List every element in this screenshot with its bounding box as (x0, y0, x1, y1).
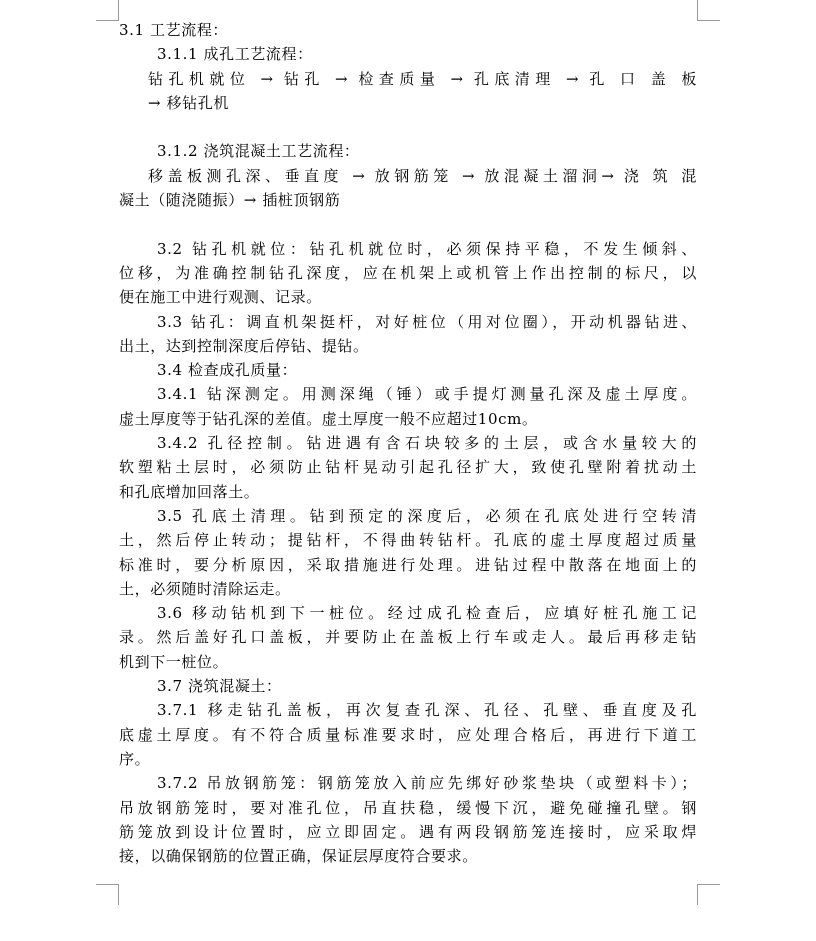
text-line-content: 移盖板测孔深、垂直度 → 放钢筋笼 → 放混凝土溜洞→ 浇 筑 混 (148, 166, 697, 185)
text-line-content: 便在施工中进行观测、记录。 (119, 288, 322, 307)
text-line (119, 358, 697, 382)
page-corner-mark-bottom-right (697, 884, 720, 905)
text-line-content: 机到下一桩位。 (119, 652, 229, 671)
page-corner-mark-top-left (96, 0, 119, 21)
text-line (119, 431, 697, 455)
text-line-content: 虚土厚度等于钻孔深的差值。虚土厚度一般不应超过10cm。 (119, 409, 538, 428)
text-line (119, 698, 697, 722)
text-line (119, 67, 697, 91)
text-line-content: 土，必须随时清除运走。 (119, 579, 291, 598)
text-line (119, 504, 697, 528)
text-line-content: 3.7.1 移走钻孔盖板，再次复查孔深、孔径、孔壁、垂直度及孔 (157, 701, 697, 720)
text-line-content: 3.1 工艺流程： (119, 21, 229, 39)
text-line (119, 91, 697, 115)
page-corner-mark-bottom-left (96, 884, 119, 905)
text-line-content: 3.7 浇筑混凝土： (157, 677, 282, 696)
text-line (119, 528, 697, 552)
text-line-content: 3.1.1 成孔工艺流程： (157, 45, 313, 64)
text-line (119, 382, 697, 406)
text-line-content: 标准时，要分析原因，采取措施进行处理。进钻过程中散落在地面上的 (119, 555, 697, 574)
text-line-content: 3.3 钻孔：调直机架挺杆，对好桩位（用对位圈），开动机器钻进、 (157, 312, 697, 331)
text-line-content: 3.4.1 钻深测定。用测深绳（锤）或手提灯测量孔深及虚土厚度。 (157, 385, 697, 404)
text-line-content: 录。然后盖好孔口盖板，并要防止在盖板上行车或走人。最后再移走钻 (119, 628, 697, 647)
text-line (119, 407, 697, 431)
text-line (119, 723, 697, 747)
text-line (119, 164, 697, 188)
text-line (119, 674, 697, 698)
text-line (119, 650, 697, 674)
text-line (119, 601, 697, 625)
text-line-content: 序。 (119, 749, 151, 768)
text-line-content: 3.6 移动钻机到下一桩位。经过成孔检查后，应填好桩孔施工记 (157, 604, 697, 623)
text-line-content: 软塑粘土层时，必须防止钻杆晃动引起孔径扩大，致使孔壁附着扰动土 (119, 458, 697, 477)
page-corner-mark-top-right (697, 0, 720, 21)
text-line (119, 261, 697, 285)
text-line-content: 位移，为准确控制钻孔深度，应在机架上或机管上作出控制的标尺，以 (119, 263, 697, 282)
blank-line (119, 212, 697, 236)
text-line (119, 480, 697, 504)
text-line-content: 3.7.2 吊放钢筋笼：钢筋笼放入前应先绑好砂浆垫块（或塑料卡）； (157, 774, 697, 793)
text-line-content: 土，然后停止转动；提钻杆，不得曲转钻杆。孔底的虚土厚度超过质量 (119, 531, 697, 550)
text-line-content: 钻孔机就位 → 钻孔 → 检查质量 → 孔底清理 → 孔 口 盖 板 (148, 69, 697, 88)
text-line-content: 出土，达到控制深度后停钻、提钻。 (119, 336, 369, 355)
text-line-content: 3.1.2 浇筑混凝土工艺流程： (157, 142, 360, 161)
blank-line (119, 115, 697, 139)
text-line-content: → 移钻孔机 (148, 93, 229, 112)
text-line-content: 接，以确保钢筋的位置正确，保证层厚度符合要求。 (119, 847, 478, 866)
text-line-content: 和孔底增加回落土。 (119, 482, 260, 501)
text-line-content: 筋笼放到设计位置时，应立即固定。遇有两段钢筋笼连接时，应采取焊 (119, 822, 697, 841)
text-line (119, 285, 697, 309)
text-line (119, 455, 697, 479)
text-line (119, 188, 697, 212)
text-line (119, 771, 697, 795)
text-line-content: 3.4.2 孔径控制。钻进遇有含石块较多的土层，或含水量较大的 (157, 434, 697, 453)
text-line (119, 747, 697, 771)
text-line-content: 凝土（随浇随振）→ 插桩顶钢筋 (119, 191, 341, 210)
text-line (119, 820, 697, 844)
text-line-content: 吊放钢筋笼时，要对准孔位，吊直扶稳，缓慢下沉，避免碰撞孔壁。钢 (119, 798, 697, 817)
text-line (119, 310, 697, 334)
text-line (119, 553, 697, 577)
text-line (119, 796, 697, 820)
text-line-content: 3.4 检查成孔质量： (157, 361, 298, 380)
text-line (119, 18, 697, 42)
text-line (119, 844, 697, 868)
text-line (119, 42, 697, 66)
document-body (119, 18, 697, 868)
text-line-content: 3.2 钻孔机就位：钻孔机就位时，必须保持平稳，不发生倾斜、 (157, 239, 697, 258)
text-line (119, 577, 697, 601)
text-line (119, 237, 697, 261)
text-line-content: 底虚土厚度。有不符合质量标准要求时，应处理合格后，再进行下道工 (119, 725, 697, 744)
text-line (119, 139, 697, 163)
text-line-content: 3.5 孔底土清理。钻到预定的深度后，必须在孔底处进行空转清 (157, 506, 697, 525)
text-line (119, 334, 697, 358)
text-line (119, 625, 697, 649)
